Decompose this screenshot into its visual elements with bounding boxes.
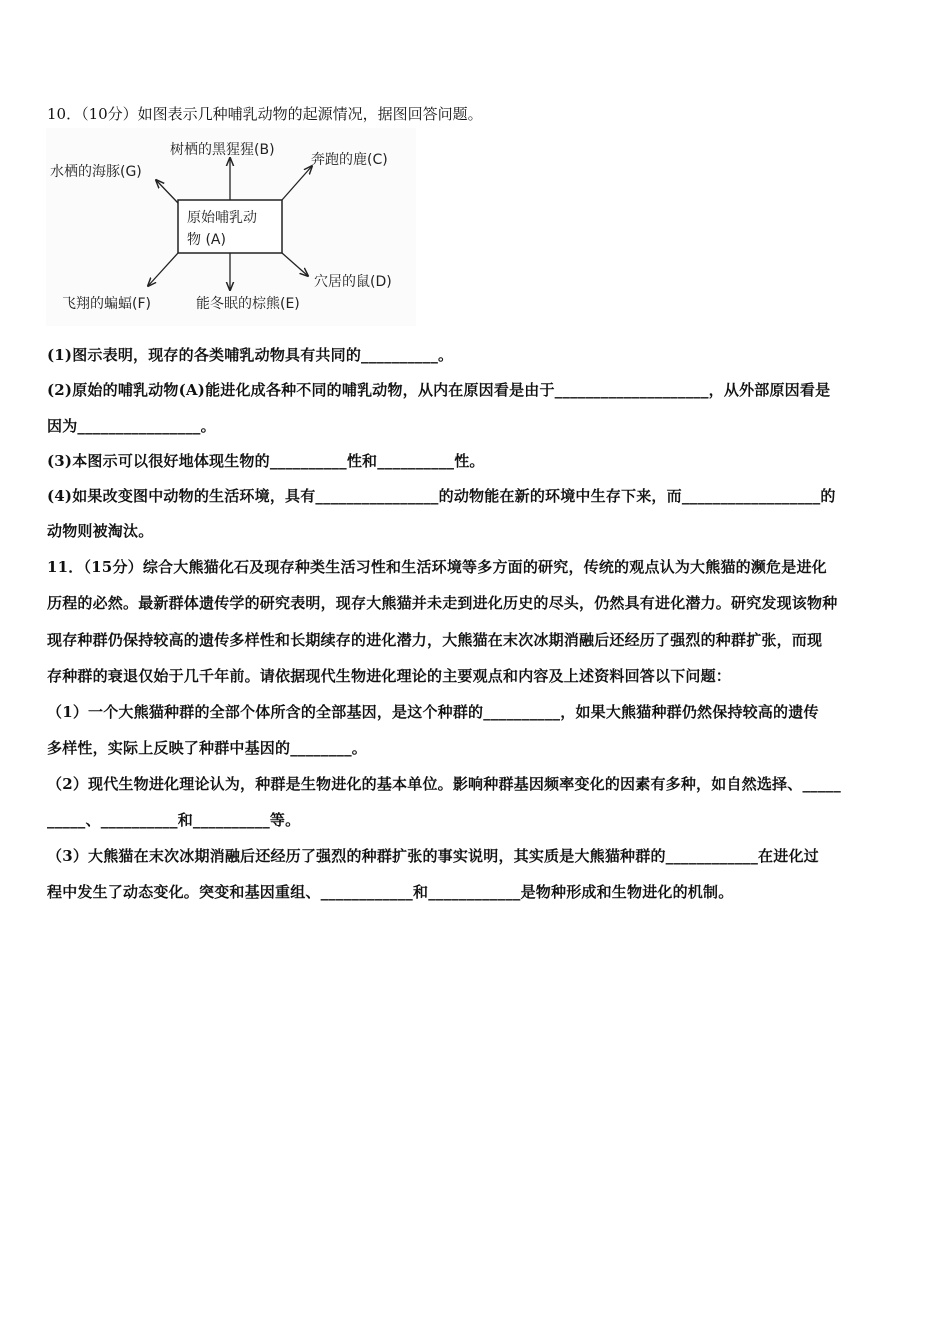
q11-stem-line1: 11．（15分）综合大熊猫化石及现存种类生活习性和生活环境等多方面的研究，传统的观点认为大熊猫的濒危是进化	[47, 558, 827, 576]
arrow-to-d	[282, 253, 308, 276]
q10-item-4-line2: 动物则被淘汰。	[47, 522, 154, 540]
center-label-line2: 物 (A)	[187, 232, 226, 248]
question-10-header: 10．（10分）如图表示几种哺乳动物的起源情况，据图回答问题。	[47, 105, 483, 123]
diagram-svg	[46, 128, 416, 326]
q11-item-3-line1: （3）大熊猫在末次冰期消融后还经历了强烈的种群扩张的事实说明，其实质是大熊猫种群的____________在进化过	[47, 847, 819, 865]
label-dolphin-g: 水栖的海豚(G)	[50, 164, 142, 180]
arrow-to-f	[148, 253, 178, 286]
label-mouse-d: 穴居的鼠(D)	[314, 274, 392, 290]
arrow-to-g	[156, 180, 178, 203]
label-deer-c: 奔跑的鹿(C)	[311, 152, 388, 168]
q10-item-3: (3)本图示可以很好地体现生物的__________性和__________性。	[47, 452, 485, 470]
q11-item-2-line2: _____、__________和__________等。	[47, 811, 301, 829]
q11-stem-line3: 现存种群仍保持较高的遗传多样性和长期续存的进化潜力，大熊猫在末次冰期消融后还经历了强烈的种群扩张，而现	[47, 631, 823, 649]
q10-item-2-line1: (2)原始的哺乳动物(A)能进化成各种不同的哺乳动物，从内在原因看是由于____________________，从外部原因看是	[47, 381, 831, 399]
label-bat-f: 飞翔的蝙蝠(F)	[62, 296, 151, 312]
mammal-origin-diagram	[46, 128, 416, 326]
center-label-line1: 原始哺乳动	[187, 210, 257, 226]
arrow-to-c	[282, 166, 312, 200]
q11-item-3-line2: 程中发生了动态变化。突变和基因重组、____________和____________是物种形成和生物进化的机制。	[47, 883, 734, 901]
q11-item-1-line2: 多样性，实际上反映了种群中基因的________。	[47, 739, 368, 757]
label-bear-e: 能冬眠的棕熊(E)	[196, 296, 300, 312]
q11-stem-line4: 存种群的衰退仅始于几千年前。请依据现代生物进化理论的主要观点和内容及上述资料回答以下问题：	[47, 667, 732, 685]
q10-item-2-line2: 因为________________。	[47, 417, 216, 435]
q11-stem-line2: 历程的必然。最新群体遗传学的研究表明，现存大熊猫并未走到进化历史的尽头，仍然具有进化潜力。研究发现该物种	[47, 594, 838, 612]
label-chimpanzee-b: 树栖的黑猩猩(B)	[170, 142, 275, 158]
q10-item-1: (1)图示表明，现存的各类哺乳动物具有共同的__________。	[47, 346, 454, 364]
q10-item-4-line1: (4)如果改变图中动物的生活环境，具有________________的动物能在新的环境中生存下来，而__________________的	[47, 487, 836, 505]
q11-item-1-line1: （1）一个大熊猫种群的全部个体所含的全部基因，是这个种群的__________，如果大熊猫种群仍然保持较高的遗传	[47, 703, 819, 721]
q11-item-2-line1: （2）现代生物进化理论认为，种群是生物进化的基本单位。影响种群基因频率变化的因素有多种，如自然选择、_____	[47, 775, 841, 793]
